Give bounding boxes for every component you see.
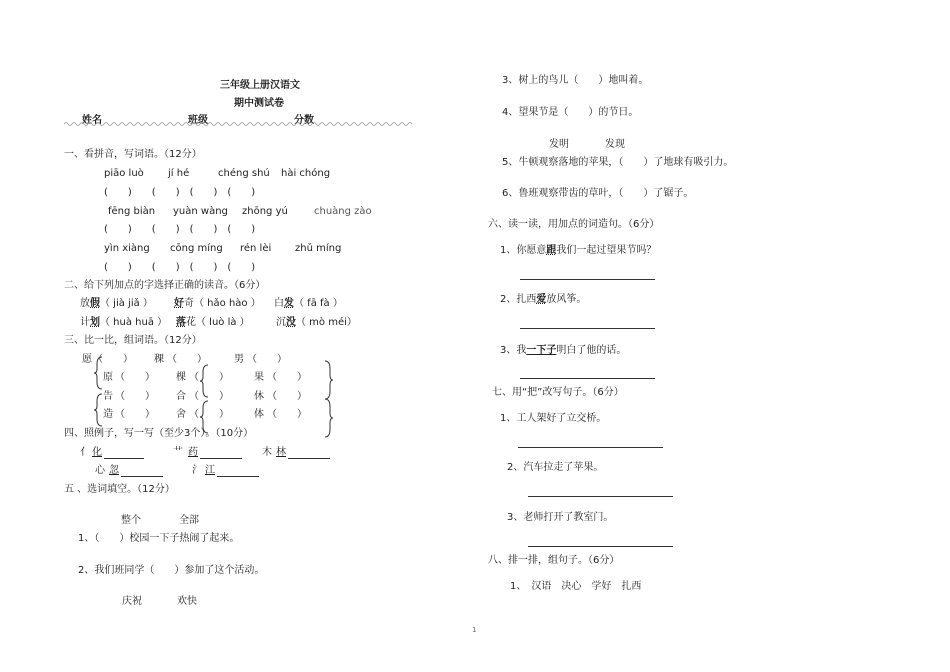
pinyin: yuàn wàng [173, 206, 228, 217]
answer-blank[interactable]: （ ） [115, 409, 155, 420]
compare-char: 棵 [176, 372, 186, 383]
pinyin: zhōng yú [242, 206, 288, 217]
answer-line[interactable] [518, 447, 663, 448]
word-choice: 发明 [549, 139, 569, 150]
fill-sentence[interactable]: 2、我们班同学（ ）参加了这个活动。 [78, 565, 265, 576]
score-label: 分数 [294, 115, 314, 126]
right-brace [323, 398, 333, 438]
wavy-divider [64, 121, 414, 127]
radical: 心 [95, 465, 105, 476]
fill-sentence[interactable]: 4、望果节是（ ）的节日。 [502, 107, 639, 118]
pinyin: chuàng zào [314, 206, 372, 217]
compare-char: 合 [176, 391, 186, 402]
answer-line[interactable] [528, 496, 673, 497]
answer-blank[interactable]: （ ） [267, 391, 307, 402]
pinyin: yìn xiàng [104, 243, 150, 254]
compare-char: 休 [254, 391, 264, 402]
answer-blank[interactable]: （ ） [189, 409, 229, 420]
answer-blank[interactable]: （ ） [115, 372, 155, 383]
answer-blank[interactable]: （ ） [267, 409, 307, 420]
example-word: 化 [92, 447, 102, 458]
example-word: 江 [205, 465, 215, 476]
compare-char: 稞 [154, 354, 164, 365]
fill-sentence[interactable]: 6、鲁班观察带齿的草叶，（ ）了锯子。 [502, 188, 694, 199]
pinyin: piāo luò [104, 168, 144, 179]
word-choice: 整个 [121, 515, 141, 526]
compare-char: 舍 [176, 409, 186, 420]
answer-line[interactable] [200, 458, 242, 459]
answer-line[interactable] [104, 458, 144, 459]
page-number: 1 [472, 626, 477, 634]
example-word: 药 [188, 447, 198, 458]
fill-sentence[interactable]: 5、牛顿观察落地的苹果，（ ）了地球有吸引力。 [502, 157, 734, 168]
radical: 木 [262, 447, 272, 458]
compare-char: 告 [103, 391, 113, 402]
answer-line[interactable] [520, 279, 655, 280]
pinyin: chéng shú [218, 168, 270, 179]
answer-blank[interactable]: （ ） [93, 354, 133, 365]
answer-blank[interactable]: （ ） [115, 391, 155, 402]
section-7-heading: 七、用“把”改写句子。（6分） [492, 387, 624, 398]
reading-item: 好奇（ hǎo hào ） [174, 298, 261, 309]
reading-item: 计划（ huà huā ） [80, 317, 168, 328]
answer-line[interactable] [520, 328, 655, 329]
rewrite-sentence: 2、汽车拉走了苹果。 [507, 462, 604, 473]
fill-sentence[interactable]: 3、树上的鸟儿（ ）地叫着。 [502, 75, 649, 86]
pinyin: fēng biàn [108, 206, 156, 217]
reading-item: 落花（ luò là ） [176, 317, 250, 328]
reading-item: 白发（ fā fà ） [274, 298, 343, 309]
compare-char: 体 [254, 409, 264, 420]
section-2-heading: 二、给下列加点的字选择正确的读音。（6分） [64, 280, 266, 291]
section-8-heading: 八、排一排，组句子。（6分） [488, 555, 620, 566]
fill-sentence[interactable]: 1、（ ）校园一下子热闹了起来。 [78, 533, 240, 544]
compare-char: 原 [103, 372, 113, 383]
answer-line[interactable] [528, 546, 673, 547]
radical: 艹 [173, 447, 183, 458]
left-brace [200, 364, 210, 398]
answer-blank[interactable]: （ ） [189, 391, 229, 402]
section-6-heading: 六、读一读，用加点的词造句。（6分） [488, 219, 660, 230]
name-label: 姓名 [82, 115, 102, 126]
answer-blanks[interactable]: ( ) ( ) ( ) ( ) [104, 262, 256, 273]
answer-blank[interactable]: （ ） [167, 354, 207, 365]
word-choice: 欢快 [177, 596, 197, 607]
answer-blanks[interactable]: ( ) ( ) ( ) ( ) [104, 187, 256, 198]
pinyin: jí hé [168, 168, 190, 179]
section-3-heading: 三、比一比，组词语。（12分） [64, 335, 202, 346]
word-choice: 全部 [179, 515, 199, 526]
sentence-prompt: 1、你愿意跟我们一起过望果节吗？ [500, 245, 657, 256]
rewrite-sentence: 3、老师打开了教室门。 [507, 512, 614, 523]
answer-line[interactable] [288, 458, 330, 459]
pinyin: cōng míng [170, 243, 223, 254]
section-4-heading: 四、照例子，写一写（至少3个）。（10分） [64, 428, 254, 439]
rewrite-sentence: 1、工人架好了立交桥。 [500, 413, 607, 424]
pinyin: hài chóng [281, 168, 331, 179]
compare-char: 男 [234, 354, 244, 365]
example-word: 忽 [109, 465, 119, 476]
section-5-heading: 五 、选词填空。（12分） [64, 484, 175, 495]
left-brace [94, 356, 104, 390]
answer-line[interactable] [121, 476, 163, 477]
sentence-prompt: 3、我一下子明白了他的话。 [500, 345, 627, 356]
reading-item: 沉没（ mò méi） [276, 317, 357, 328]
class-label: 班级 [188, 115, 208, 126]
answer-line[interactable] [217, 476, 259, 477]
sentence-prompt: 2、扎西爱放风筝。 [500, 294, 587, 305]
answer-blank[interactable]: （ ） [189, 372, 229, 383]
compare-char: 造 [103, 409, 113, 420]
left-brace [94, 393, 104, 427]
exam-title: 三年级上册汉语文 [220, 80, 300, 91]
radical: 亻 [80, 447, 90, 458]
pinyin: rén lèi [240, 243, 272, 254]
radical: 氵 [192, 465, 202, 476]
word-arrange: 1、 汉语 决心 学好 扎西 [510, 581, 642, 592]
pinyin: zhǔ míng [295, 243, 342, 254]
section-1-heading: 一、看拼音，写词语。（12分） [64, 149, 202, 160]
example-word: 林 [276, 447, 286, 458]
word-choice: 发现 [605, 139, 625, 150]
compare-char: 愿 [82, 354, 92, 365]
exam-subtitle: 期中测试卷 [234, 98, 284, 109]
answer-blanks[interactable]: ( ) ( ) ( ) ( ) [104, 224, 256, 235]
compare-char: 果 [254, 372, 264, 383]
answer-line[interactable] [520, 378, 655, 379]
reading-item: 放假（ jià jiǎ ） [80, 298, 153, 309]
answer-blank[interactable]: （ ） [267, 372, 307, 383]
word-choice: 庆祝 [122, 596, 142, 607]
answer-blank[interactable]: （ ） [247, 354, 287, 365]
right-brace [323, 360, 333, 400]
